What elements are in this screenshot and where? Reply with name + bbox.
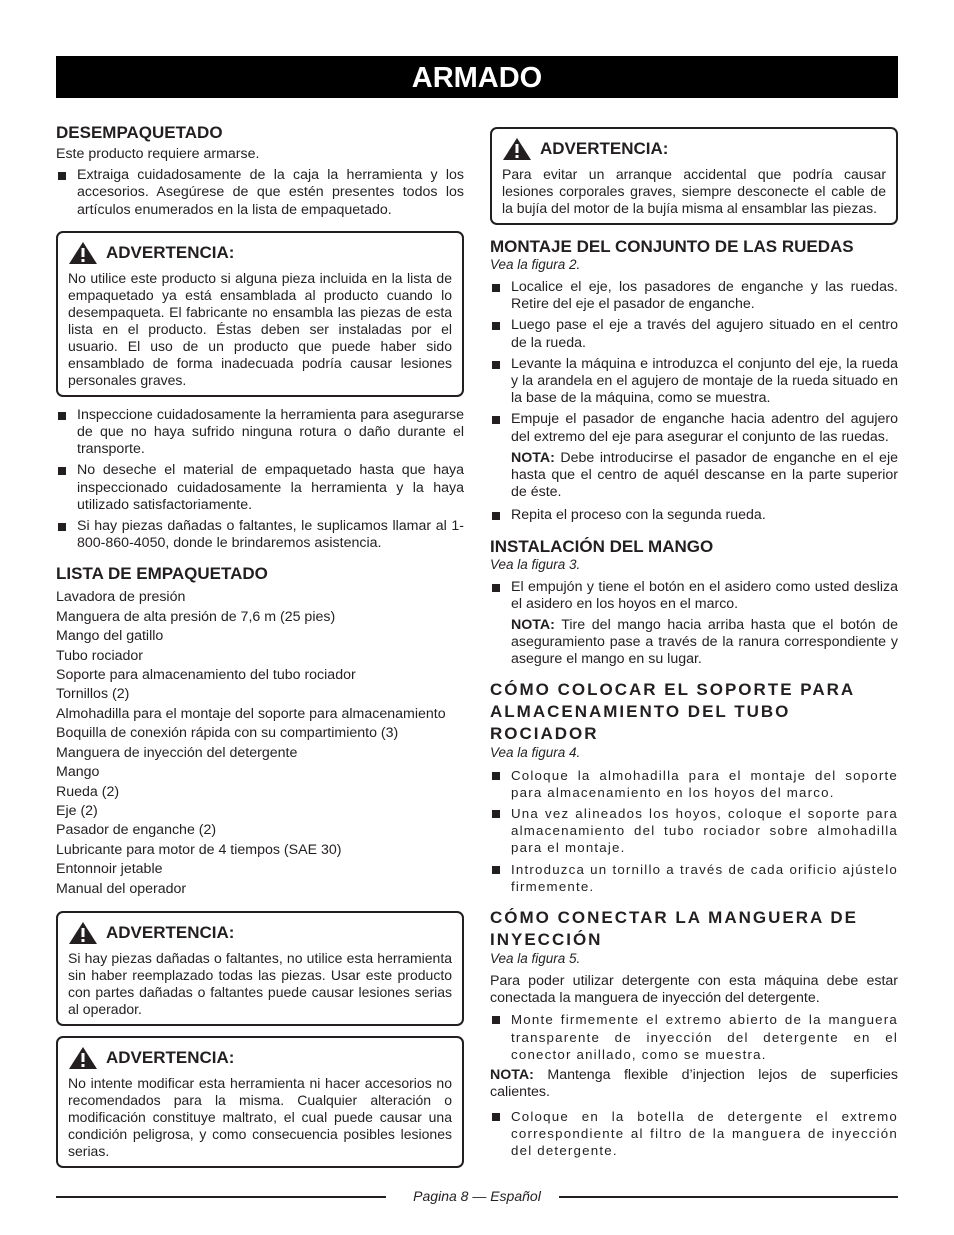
holder-figure-ref: Vea la figura 4. xyxy=(490,744,581,760)
handle-figure-ref: Vea la figura 3. xyxy=(490,556,581,572)
pack-item: Entonnoir jetable xyxy=(56,861,163,878)
pack-item: Eje (2) xyxy=(56,802,98,819)
warning-icon xyxy=(68,1046,98,1070)
wheels-note xyxy=(490,450,898,502)
pack-item: Lavadora de presión xyxy=(56,589,186,606)
hose-list xyxy=(490,1011,898,1063)
note-text: Mantenga flexible d’injection lejos de superficies calientes. xyxy=(490,1067,898,1101)
pack-item: Rueda (2) xyxy=(56,783,120,800)
note-label: NOTA: xyxy=(511,449,555,466)
wheels-heading: MONTAJE DEL CONJUNTO DE LAS RUEDAS xyxy=(490,237,854,256)
handle-list xyxy=(490,579,898,613)
warning-icon xyxy=(68,921,98,945)
handle-heading: INSTALACIÓN DEL MANGO xyxy=(490,536,714,556)
list-item: Una vez alineados los hoyos, coloque el soporte para almacenamiento del tubo rociador sobre almohadilla para el montaje. xyxy=(490,805,898,857)
list-item: Repita el proceso con la segunda rueda. xyxy=(490,507,898,524)
warning-icon xyxy=(502,137,532,161)
warning-box xyxy=(56,231,464,397)
warning-box xyxy=(490,127,898,225)
pack-item: Soporte para almacenamiento del tubo rociador xyxy=(56,667,356,684)
warning-title: ADVERTENCIA: xyxy=(540,139,669,158)
hose-heading: CÓMO CONECTAR LA MANGUERA DE INYECCIÓN xyxy=(490,908,858,950)
note-label: NOTA: xyxy=(511,617,555,634)
handle-note xyxy=(490,617,898,669)
list-item: Extraiga cuidadosamente de la caja la herramienta y los accesorios. Asegúrese de que estén presentes todos los artículos enumerados en la lista de empaquetado. xyxy=(56,167,464,219)
left-column xyxy=(56,123,464,1178)
warning-title: ADVERTENCIA: xyxy=(106,922,235,942)
pack-heading: LISTA DE EMPAQUETADO xyxy=(56,564,268,584)
note-text: Tire del mango hacia arriba hasta que el botón de aseguramiento pase a través de la ranura correspondiente y asegure el mango en su lugar. xyxy=(511,617,898,668)
pack-item: Mango del gatillo xyxy=(56,628,164,645)
right-column xyxy=(490,127,898,1163)
holder-list xyxy=(490,767,898,895)
list-item: Empuje el pasador de enganche hacia adentro del agujero del extremo del eje para asegurar el conjunto de las ruedas. xyxy=(490,411,898,445)
wheels-list xyxy=(490,279,898,446)
hose-figure-ref: Vea la figura 5. xyxy=(490,951,581,967)
wheels-list-end xyxy=(490,507,898,524)
warning-box xyxy=(56,911,464,1026)
hose-list-end xyxy=(490,1108,898,1160)
wheels-figure-ref: Vea la figura 2. xyxy=(490,257,581,272)
list-item: Localice el eje, los pasadores de enganche y las ruedas. Retire del eje el pasador de enganche. xyxy=(490,279,898,313)
list-item: Inspeccione cuidadosamente la herramienta para asegurarse de que no haya sufrido ninguna rotura o daño durante el transporte. xyxy=(56,407,464,459)
pack-item: Lubricante para motor de 4 tiempos (SAE 30) xyxy=(56,841,342,858)
warning-text: Para evitar un arranque accidental que podría causar lesiones corporales graves, siempre desconecte el cable de la bujía del motor de la bujía misma al ensamblar las piezas. xyxy=(502,166,886,216)
holder-heading: CÓMO COLOCAR EL SOPORTE PARA ALMACENAMIENTO DEL TUBO ROCIADOR xyxy=(490,679,855,743)
pack-list xyxy=(56,588,464,899)
warning-icon xyxy=(68,241,98,265)
list-item: Coloque la almohadilla para el montaje del soporte para almacenamiento en los hoyos del marco. xyxy=(490,767,898,801)
unpack-list xyxy=(56,167,464,219)
unpack-intro: Este producto requiere armarse. xyxy=(56,146,260,162)
note-label: NOTA: xyxy=(490,1067,534,1084)
page-title: ARMADO xyxy=(56,56,898,98)
list-item: El empujón y tiene el botón en el asidero como usted desliza el asidero en los hoyos en el marco. xyxy=(490,579,898,613)
pack-item: Mango xyxy=(56,764,100,781)
list-item: No deseche el material de empaquetado hasta que haya inspeccionado cuidadosamente la herramienta y la haya utilizado satisfactoriamente. xyxy=(56,462,464,514)
pack-item: Almohadilla para el montaje del soporte para almacenamiento xyxy=(56,705,446,722)
warning-title: ADVERTENCIA: xyxy=(106,1047,235,1067)
warning-box xyxy=(56,1036,464,1168)
pack-item: Boquilla de conexión rápida con su compartimiento (3) xyxy=(56,725,399,742)
hose-intro: Para poder utilizar detergente con esta máquina debe estar conectada la manguera de inyección del detergente. xyxy=(490,973,898,1007)
warning-text: No intente modificar esta herramienta ni hacer accesorios no recomendados para la misma. Cualquier alteración o modificación constituye maltrato, el cual puede causar una condición peligrosa, y como consecuencia posibles lesiones serias. xyxy=(68,1074,452,1159)
pack-item: Pasador de enganche (2) xyxy=(56,822,217,839)
list-item: Luego pase el eje a través del agujero situado en el centro de la rueda. xyxy=(490,317,898,351)
warning-text: No utilice este producto si alguna pieza incluida en la lista de empaquetado ya está ensamblada al producto cuando lo desempaqueta. El fabricante no ensambla las piezas de esta lista en el producto. Éstas deben ser instaladas por el usuario. El uso de un producto que puede haber sido ensamblado de forma inadecuada podría causar lesiones personales graves. xyxy=(68,269,452,388)
footer-text: Pagina 8 — Español xyxy=(413,1188,541,1204)
pack-item: Tubo rociador xyxy=(56,647,144,664)
unpack-heading: DESEMPAQUETADO xyxy=(56,123,223,142)
note-text: Debe introducirse el pasador de enganche en el eje hasta que el centro de aquél descanse en la parte superior de éste. xyxy=(511,449,898,501)
inspect-list xyxy=(56,407,464,553)
pack-item: Manual del operador xyxy=(56,880,187,897)
pack-item: Manguera de alta presión de 7,6 m (25 pies) xyxy=(56,608,336,625)
list-item: Introduzca un tornillo a través de cada orificio ajústelo firmemente. xyxy=(490,861,898,895)
list-item: Levante la máquina e introduzca el conjunto del eje, la rueda y la arandela en el agujero de montaje de la rueda situado en la base de la máquina, como se muestra. xyxy=(490,356,898,408)
warning-title: ADVERTENCIA: xyxy=(106,242,235,262)
warning-text: Si hay piezas dañadas o faltantes, no utilice esta herramienta sin haber reemplazado todas las piezas. Usar este producto con partes dañadas o faltantes puede causar lesiones serias al operador. xyxy=(68,949,452,1017)
list-item: Coloque en la botella de detergente el extremo correspondiente al filtro de la manguera de inyección del detergente. xyxy=(490,1108,898,1160)
pack-item: Tornillos (2) xyxy=(56,686,130,703)
list-item: Si hay piezas dañadas o faltantes, le suplicamos llamar al 1-800-860-4050, donde le brindaremos asistencia. xyxy=(56,518,464,552)
list-item: Monte firmemente el extremo abierto de la manguera transparente de inyección del detergente en el conector anillado, como se muestra. xyxy=(490,1011,898,1063)
page-footer xyxy=(56,1187,898,1207)
hose-note xyxy=(490,1067,898,1101)
pack-item: Manguera de inyección del detergente xyxy=(56,744,298,761)
